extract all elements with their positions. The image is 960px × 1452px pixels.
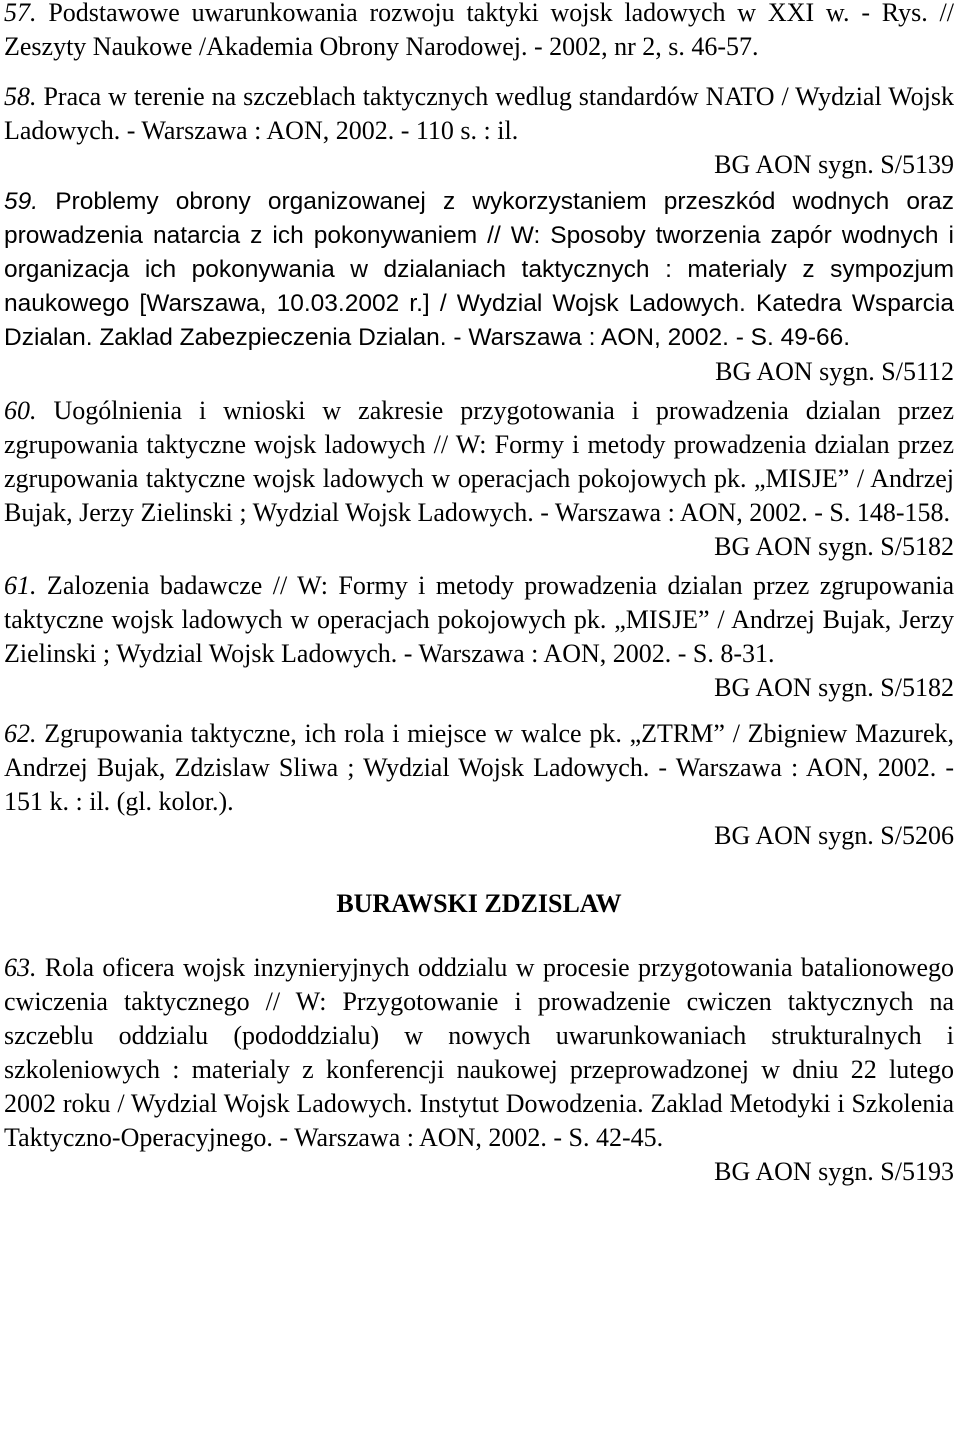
entry-text: Zgrupowania taktyczne, ich rola i miejsce w walce pk. „ZTRM” / Zbigniew Mazurek, Andrzej Bujak, Zdzislaw Sliwa ; Wydzial Wojsk Ladowych. - Warszawa : AON, 2002. - 151 k. : il. (gl. kolor.).: [4, 719, 954, 816]
entry-58-signature: BG AON sygn. S/5139: [714, 150, 954, 179]
entry-61: [4, 569, 954, 671]
entry-number: 63.: [4, 953, 37, 982]
entry-number: 61.: [4, 571, 37, 600]
entry-number: 60.: [4, 396, 37, 425]
entry-text: Podstawowe uwarunkowania rozwoju taktyki wojsk ladowych w XXI w. - Rys. // Zeszyty Naukowe /Akademia Obrony Narodowej. - 2002, nr 2, s. 46-57.: [4, 0, 954, 61]
entry-text: Zalozenia badawcze // W: Formy i metody prowadzenia dzialan przez zgrupowania taktyczne wojsk ladowych w operacjach pokojowych pk. „MISJE” / Andrzej Bujak, Jerzy Zielinski ; Wydzial Wojsk Ladowych. - Warszawa : AON, 2002. - S. 8-31.: [4, 571, 954, 668]
entry-text: Problemy obrony organizowanej z wykorzystaniem przeszkód wodnych oraz prowadzenia natarcia z ich pokonywaniem // W: Sposoby tworzenia zapór wodnych i organizacja ich pokonywania w dzialaniach taktycznych : materialy z sympozjum naukowego [Warszawa, 10.03.2002 r.] / Wydzial Wojsk Ladowych. Katedra Wsparcia Dzialan. Zaklad Zabezpieczenia Dzialan. - Warszawa : AON, 2002. - S. 49-66.: [4, 188, 954, 351]
entry-62: [4, 717, 954, 819]
entry-59-signature: BG AON sygn. S/5112: [715, 357, 954, 386]
entry-number: 57.: [4, 0, 37, 27]
entry-number: 62.: [4, 719, 37, 748]
author-heading: BURAWSKI ZDZISLAW: [336, 889, 622, 918]
entry-text: Rola oficera wojsk inzynieryjnych oddzialu w procesie przygotowania batalionowego cwiczenia taktycznego // W: Przygotowanie i prowadzenie cwiczen taktycznych na szczeblu oddzialu (pododdzialu) w nowych uwarunkowaniach strukturalnych i szkoleniowych : materialy z konferencji naukowej przeprowadzonej w dniu 22 lutego 2002 roku / Wydzial Wojsk Ladowych. Instytut Dowodzenia. Zaklad Metodyki i Szkolenia Taktyczno-Operacyjnego. - Warszawa : AON, 2002. - S. 42-45.: [4, 953, 954, 1152]
entry-text: Praca w terenie na szczeblach taktycznych wedlug standardów NATO / Wydzial Wojsk Ladowych. - Warszawa : AON, 2002. - 110 s. : il.: [4, 82, 954, 145]
entry-61-signature: BG AON sygn. S/5182: [714, 673, 954, 702]
entry-57: [4, 0, 954, 64]
entry-number: 58.: [4, 82, 37, 111]
entry-text: Uogólnienia i wnioski w zakresie przygotowania i prowadzenia dzialan przez zgrupowania taktyczne wojsk ladowych // W: Formy i metody prowadzenia dzialan przez zgrupowania taktyczne wojsk ladowych w operacjach pokojowych pk. „MISJE” / Andrzej Bujak, Jerzy Zielinski ; Wydzial Wojsk Ladowych. - Warszawa : AON, 2002. - S. 148-158.: [4, 396, 954, 527]
entry-59: [4, 185, 954, 355]
entry-63-signature: BG AON sygn. S/5193: [714, 1157, 954, 1186]
entry-60-signature: BG AON sygn. S/5182: [714, 532, 954, 561]
bibliography-page: [4, 0, 954, 1189]
entry-62-signature: BG AON sygn. S/5206: [714, 821, 954, 850]
entry-60: [4, 394, 954, 530]
entry-58: [4, 80, 954, 148]
entry-63: [4, 951, 954, 1155]
entry-number: 59.: [4, 188, 39, 215]
